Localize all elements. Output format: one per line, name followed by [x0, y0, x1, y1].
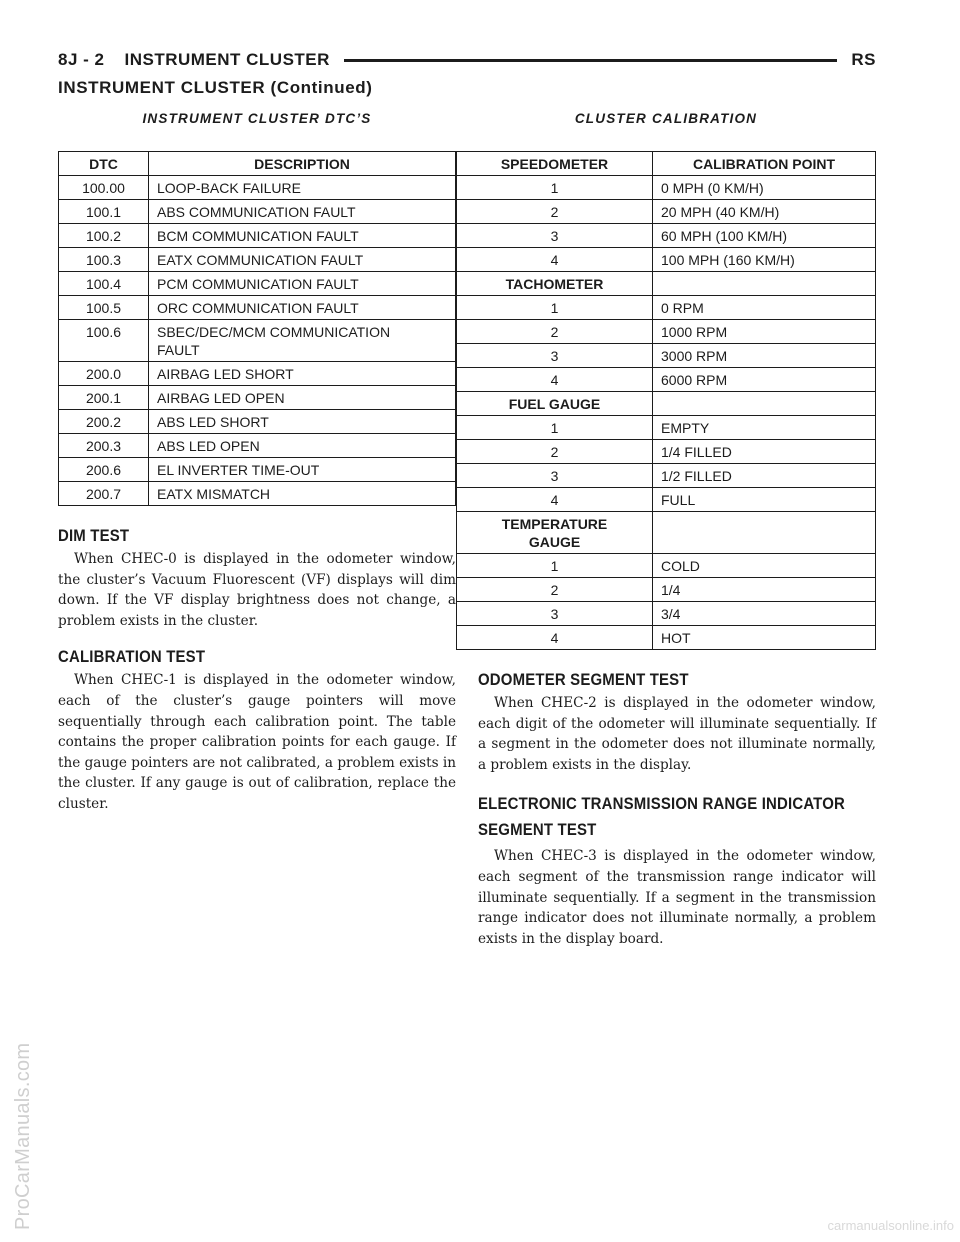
dtc-column-header: DTC [59, 152, 149, 176]
dtc-description-cell: PCM COMMUNICATION FAULT [149, 272, 456, 296]
calibration-step-cell: 2 [457, 440, 653, 464]
dtc-code-cell: 100.4 [59, 272, 149, 296]
side-watermark: ProCarManuals.com [12, 1042, 34, 1230]
dtc-table-row [59, 482, 456, 506]
calibration-point-cell: EMPTY [653, 416, 876, 440]
calibration-point-cell: 60 MPH (100 KM/H) [653, 224, 876, 248]
transmission-range-segment-test-heading: ELECTRONIC TRANSMISSION RANGE INDICATOR SEGMENT TEST [478, 794, 846, 840]
calibration-group-row [457, 272, 876, 296]
gauge-group-label: FUEL GAUGE [457, 392, 653, 416]
calibration-table-row [457, 440, 876, 464]
calibration-step-cell: 4 [457, 248, 653, 272]
dtc-table-row [59, 176, 456, 200]
calibration-point-cell: FULL [653, 488, 876, 512]
calibration-step-cell: 4 [457, 626, 653, 650]
calibration-table-row [457, 602, 876, 626]
dtc-description-cell: AIRBAG LED SHORT [149, 362, 456, 386]
calibration-step-cell: 2 [457, 320, 653, 344]
calibration-table-row [457, 416, 876, 440]
calibration-table-header-row [457, 152, 876, 176]
calibration-table-row [457, 176, 876, 200]
calibration-test-text: When CHEC-1 is displayed in the odometer window, each of the cluster’s gauge pointers will move sequentially through each calibration point. The table contains the proper calibration points for each gauge. If the gauge pointers are not calibrated, a problem exists in the cluster. If any gauge is out of calibration, replace the cluster. [58, 672, 456, 812]
dtc-table-row [59, 320, 456, 362]
calibration-step-cell: 4 [457, 488, 653, 512]
calibration-table-row [457, 554, 876, 578]
left-column-text [58, 526, 456, 815]
dtc-table-caption: INSTRUMENT CLUSTER DTC’S [142, 111, 372, 126]
dtc-table [58, 151, 456, 506]
calibration-table-row [457, 626, 876, 650]
dtc-code-cell: 100.3 [59, 248, 149, 272]
dtc-code-cell: 200.0 [59, 362, 149, 386]
dtc-table-row [59, 458, 456, 482]
calibration-point-cell: 3/4 [653, 602, 876, 626]
calibration-point-cell: 0 MPH (0 KM/H) [653, 176, 876, 200]
dtc-code-cell: 200.3 [59, 434, 149, 458]
dtc-description-cell: ORC COMMUNICATION FAULT [149, 296, 456, 320]
dtc-description-cell: ABS LED SHORT [149, 410, 456, 434]
calibration-table-row [457, 464, 876, 488]
dtc-description-cell: EL INVERTER TIME-OUT [149, 458, 456, 482]
calibration-group-row [457, 392, 876, 416]
dtc-table-header-row [59, 152, 456, 176]
calibration-step-cell: 1 [457, 296, 653, 320]
dtc-table-row [59, 248, 456, 272]
gauge-group-label: TEMPERATURE GAUGE [457, 512, 653, 554]
dtc-description-cell: SBEC/DEC/MCM COMMUNICATION FAULT [149, 320, 456, 362]
dtc-code-cell: 100.6 [59, 320, 149, 362]
calibration-step-cell: 1 [457, 416, 653, 440]
dtc-code-cell: 200.1 [59, 386, 149, 410]
dtc-description-cell: ABS LED OPEN [149, 434, 456, 458]
dtc-description-cell: BCM COMMUNICATION FAULT [149, 224, 456, 248]
odometer-segment-test-text: When CHEC-2 is displayed in the odometer window, each digit of the odometer will illuminate sequentially. If a segment in the odometer does not illuminate normally, a problem exists in the display. [478, 695, 876, 773]
calibration-point-cell [653, 512, 876, 554]
calibration-step-cell: 3 [457, 602, 653, 626]
dtc-description-cell: EATX COMMUNICATION FAULT [149, 248, 456, 272]
calibration-point-cell: 20 MPH (40 KM/H) [653, 200, 876, 224]
odometer-segment-test-heading: ODOMETER SEGMENT TEST [478, 670, 689, 689]
dtc-table-row [59, 362, 456, 386]
header-rule [344, 59, 837, 62]
calibration-step-cell: 1 [457, 176, 653, 200]
right-column-text [478, 670, 876, 949]
dtc-code-cell: 100.2 [59, 224, 149, 248]
calibration-step-cell: 3 [457, 224, 653, 248]
calibration-point-cell: 1000 RPM [653, 320, 876, 344]
gauge-column-header: SPEEDOMETER [457, 152, 653, 176]
dtc-table-row [59, 296, 456, 320]
calibration-point-cell [653, 272, 876, 296]
calibration-step-cell: 2 [457, 578, 653, 602]
continued-title: INSTRUMENT CLUSTER (Continued) [58, 78, 373, 97]
dtc-table-row [59, 200, 456, 224]
calibration-point-cell [653, 392, 876, 416]
calibration-table-row [457, 200, 876, 224]
calibration-step-cell: 3 [457, 344, 653, 368]
dtc-description-cell: LOOP-BACK FAILURE [149, 176, 456, 200]
calibration-table-row [457, 320, 876, 344]
calibration-point-cell: 6000 RPM [653, 368, 876, 392]
transmission-range-segment-test-text: When CHEC-3 is displayed in the odometer window, each segment of the transmission range indicator will illuminate sequentially. If a segment in the transmission range indicator does not illuminate normally, a problem exists in the display board. [478, 848, 876, 947]
dtc-code-cell: 100.00 [59, 176, 149, 200]
calibration-point-cell: 1/4 [653, 578, 876, 602]
calibration-table-row [457, 368, 876, 392]
calibration-point-column-header: CALIBRATION POINT [653, 152, 876, 176]
calibration-table-row [457, 488, 876, 512]
calibration-point-cell: HOT [653, 626, 876, 650]
dtc-code-cell: 100.5 [59, 296, 149, 320]
dtc-table-row [59, 410, 456, 434]
dim-test-text: When CHEC-0 is displayed in the odometer window, the cluster’s Vacuum Fluorescent (VF) displays will dim down. If the VF display brightness does not change, a problem exists in the cluster. [58, 551, 456, 629]
calibration-step-cell: 2 [457, 200, 653, 224]
calibration-step-cell: 4 [457, 368, 653, 392]
calibration-table-row [457, 578, 876, 602]
dtc-description-cell: AIRBAG LED OPEN [149, 386, 456, 410]
header-brand: RS [851, 50, 876, 69]
dtc-code-cell: 200.2 [59, 410, 149, 434]
calibration-test-heading: CALIBRATION TEST [58, 647, 206, 667]
gauge-group-label: TACHOMETER [457, 272, 653, 296]
calibration-point-cell: 100 MPH (160 KM/H) [653, 248, 876, 272]
header-section-title: INSTRUMENT CLUSTER [124, 50, 330, 69]
description-column-header: DESCRIPTION [149, 152, 456, 176]
calibration-point-cell: COLD [653, 554, 876, 578]
calibration-step-cell: 3 [457, 464, 653, 488]
dtc-table-row [59, 224, 456, 248]
dtc-code-cell: 200.6 [59, 458, 149, 482]
calibration-table-row [457, 296, 876, 320]
dtc-code-cell: 200.7 [59, 482, 149, 506]
calibration-point-cell: 1/2 FILLED [653, 464, 876, 488]
calibration-table-caption: CLUSTER CALIBRATION [574, 111, 758, 126]
calibration-step-cell: 1 [457, 554, 653, 578]
dtc-table-row [59, 386, 456, 410]
calibration-table-row [457, 224, 876, 248]
calibration-group-row [457, 512, 876, 554]
page-header [58, 46, 876, 74]
calibration-point-cell: 0 RPM [653, 296, 876, 320]
footer-watermark: carmanualsonline.info [827, 1218, 954, 1233]
calibration-table [456, 151, 876, 650]
calibration-table-row [457, 248, 876, 272]
dtc-table-row [59, 272, 456, 296]
calibration-point-cell: 1/4 FILLED [653, 440, 876, 464]
dtc-description-cell: ABS COMMUNICATION FAULT [149, 200, 456, 224]
calibration-table-row [457, 344, 876, 368]
dim-test-heading: DIM TEST [58, 526, 130, 545]
dtc-table-row [59, 434, 456, 458]
dtc-description-cell: EATX MISMATCH [149, 482, 456, 506]
page-number: 8J - 2 [58, 50, 105, 69]
calibration-point-cell: 3000 RPM [653, 344, 876, 368]
dtc-code-cell: 100.1 [59, 200, 149, 224]
